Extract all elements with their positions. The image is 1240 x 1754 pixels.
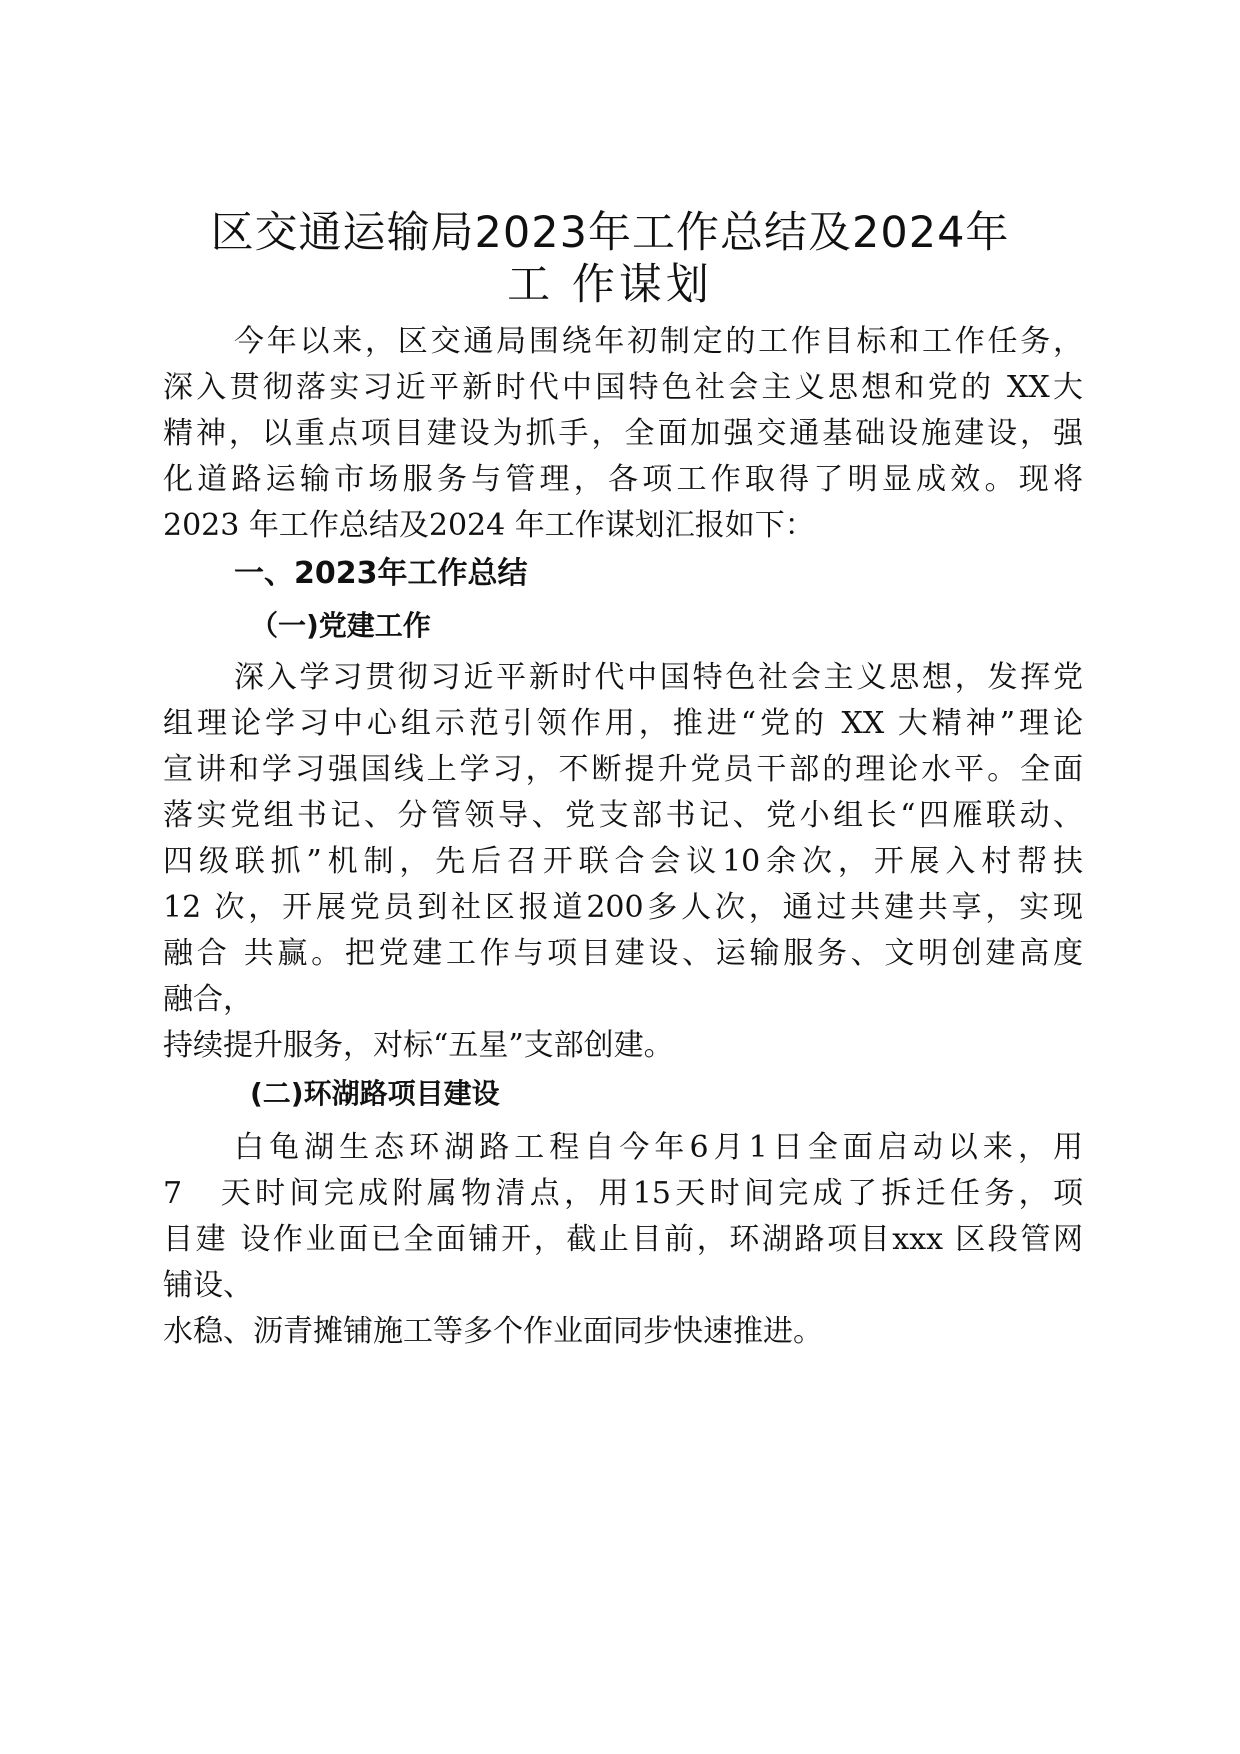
- intro-line-3: 精神，以重点项目建设为抓手，全面加强交通基础设施建设，强: [163, 416, 1083, 451]
- sub2-line-3: 目建 设作业面已全面铺开，截止目前，环湖路项目xxx 区段管网: [163, 1222, 1083, 1257]
- intro-line-2: 深入贯彻落实习近平新时代中国特色社会主义思想和党的 XX大: [163, 370, 1083, 405]
- document-title-line-1: 区交通运输局2023年工作总结及2024年: [210, 208, 1010, 258]
- sub1-line-2: 组理论学习中心组示范引领作用，推进“党的 XX 大精神”理论: [163, 706, 1083, 741]
- sub1-line-9: 持续提升服务，对标“五星”支部创建。: [163, 1028, 674, 1063]
- intro-line-1: 今年以来，区交通局围绕年初制定的工作目标和工作任务，: [234, 324, 1083, 359]
- subsection-1-heading: （一)党建工作: [250, 609, 431, 642]
- subsection-2-heading: (二)环湖路项目建设: [250, 1077, 500, 1110]
- sub1-line-3: 宣讲和学习强国线上学习，不断提升党员干部的理论水平。全面: [163, 752, 1083, 787]
- sub2-line-5: 水稳、沥青摊铺施工等多个作业面同步快速推进。: [163, 1314, 823, 1349]
- sub2-line-4: 铺设、: [163, 1268, 253, 1303]
- sub1-line-5: 四级联抓”机制，先后召开联合会议10余次，开展入村帮扶: [163, 844, 1083, 879]
- document-title-line-2: 工 作谋划: [507, 260, 713, 310]
- sub1-line-7: 融合 共赢。把党建工作与项目建设、运输服务、文明创建高度: [163, 936, 1083, 971]
- sub1-line-8: 融合，: [163, 982, 253, 1017]
- sub1-line-6: 12 次，开展党员到社区报道200多人次，通过共建共享，实现: [163, 890, 1083, 925]
- sub1-line-4: 落实党组书记、分管领导、党支部书记、党小组长“四雁联动、: [163, 798, 1083, 833]
- sub2-line-1: 白龟湖生态环湖路工程自今年6月1日全面启动以来，用: [234, 1130, 1083, 1165]
- intro-line-5: 2023 年工作总结及2024 年工作谋划汇报如下：: [163, 508, 815, 543]
- sub1-line-1: 深入学习贯彻习近平新时代中国特色社会主义思想，发挥党: [234, 660, 1083, 695]
- section-1-heading: 一、2023年工作总结: [234, 556, 528, 591]
- sub2-line-2: 7 天时间完成附属物清点，用15天时间完成了拆迁任务，项: [163, 1176, 1083, 1211]
- intro-line-4: 化道路运输市场服务与管理，各项工作取得了明显成效。现将: [163, 462, 1083, 497]
